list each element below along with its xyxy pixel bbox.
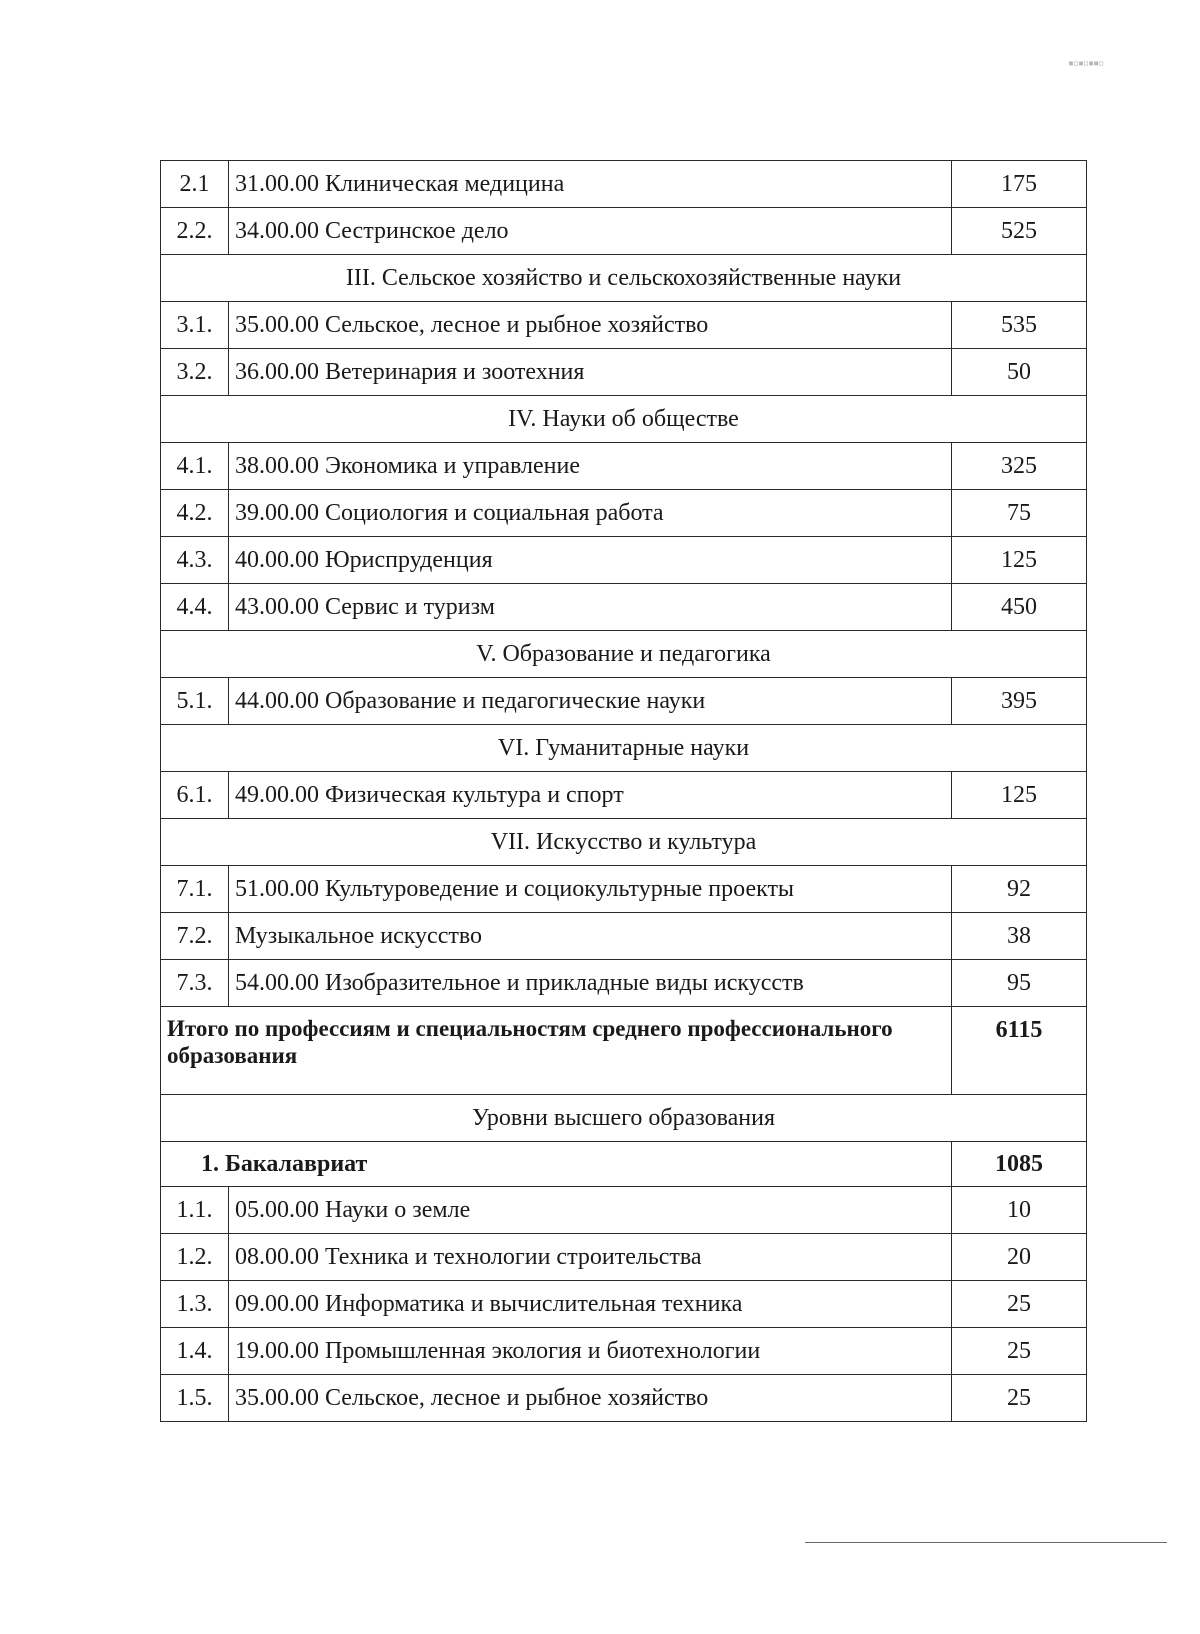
total-value: 6115 (952, 1007, 1087, 1095)
row-value: 125 (952, 772, 1087, 819)
table-row (161, 490, 1087, 537)
table-row (161, 1281, 1087, 1328)
row-value: 38 (952, 913, 1087, 960)
row-value: 25 (952, 1281, 1087, 1328)
row-specialty-name: 19.00.00 Промышленная экология и биотехнологии (229, 1328, 952, 1375)
row-number: 6.1. (161, 772, 229, 819)
row-number: 4.4. (161, 584, 229, 631)
row-number: 5.1. (161, 678, 229, 725)
row-value: 50 (952, 349, 1087, 396)
table-row (161, 960, 1087, 1007)
row-specialty-name: 34.00.00 Сестринское дело (229, 208, 952, 255)
table-row (161, 678, 1087, 725)
row-value: 25 (952, 1328, 1087, 1375)
row-number: 1.1. (161, 1187, 229, 1234)
row-value: 75 (952, 490, 1087, 537)
row-specialty-name: 49.00.00 Физическая культура и спорт (229, 772, 952, 819)
row-value: 450 (952, 584, 1087, 631)
row-specialty-name: 08.00.00 Техника и технологии строительства (229, 1234, 952, 1281)
table-row (161, 584, 1087, 631)
group-header-row (161, 1142, 1087, 1187)
row-specialty-name: 31.00.00 Клиническая медицина (229, 161, 952, 208)
row-value: 92 (952, 866, 1087, 913)
row-specialty-name: 35.00.00 Сельское, лесное и рыбное хозяйство (229, 302, 952, 349)
row-specialty-name: 39.00.00 Социология и социальная работа (229, 490, 952, 537)
table-row (161, 1187, 1087, 1234)
row-number: 7.3. (161, 960, 229, 1007)
row-specialty-name: 09.00.00 Информатика и вычислительная техника (229, 1281, 952, 1328)
scan-corner-mark: ▪▫▪▫▪▪▫ (1068, 58, 1104, 69)
row-value: 125 (952, 537, 1087, 584)
total-label: Итого по профессиям и специальностям среднего профессионального образования (161, 1007, 952, 1095)
table-row (161, 208, 1087, 255)
row-specialty-name: 44.00.00 Образование и педагогические науки (229, 678, 952, 725)
table-row (161, 443, 1087, 490)
section-header-row (161, 631, 1087, 678)
table-row (161, 772, 1087, 819)
row-number: 3.1. (161, 302, 229, 349)
row-specialty-name: 36.00.00 Ветеринария и зоотехния (229, 349, 952, 396)
table-row (161, 1234, 1087, 1281)
scan-edge-line (805, 1542, 1167, 1543)
table-row (161, 161, 1087, 208)
section-header-row (161, 1095, 1087, 1142)
group-value: 1085 (952, 1142, 1087, 1187)
row-value: 25 (952, 1375, 1087, 1422)
section-title: IV. Науки об обществе (161, 396, 1087, 443)
section-header-row (161, 255, 1087, 302)
row-number: 4.1. (161, 443, 229, 490)
section-title: VII. Искусство и культура (161, 819, 1087, 866)
table-row (161, 1328, 1087, 1375)
row-number: 7.1. (161, 866, 229, 913)
row-specialty-name: 43.00.00 Сервис и туризм (229, 584, 952, 631)
group-label: 1. Бакалавриат (161, 1142, 952, 1187)
table-row (161, 1375, 1087, 1422)
section-header-row (161, 725, 1087, 772)
row-number: 2.1 (161, 161, 229, 208)
row-number: 1.5. (161, 1375, 229, 1422)
row-value: 535 (952, 302, 1087, 349)
row-specialty-name: 05.00.00 Науки о земле (229, 1187, 952, 1234)
section-title: III. Сельское хозяйство и сельскохозяйственные науки (161, 255, 1087, 302)
total-row (161, 1007, 1087, 1095)
section-header-row (161, 819, 1087, 866)
row-specialty-name: 51.00.00 Культуроведение и социокультурные проекты (229, 866, 952, 913)
row-value: 95 (952, 960, 1087, 1007)
table-row (161, 913, 1087, 960)
row-specialty-name: Музыкальное искусство (229, 913, 952, 960)
row-number: 1.3. (161, 1281, 229, 1328)
row-number: 1.4. (161, 1328, 229, 1375)
row-number: 2.2. (161, 208, 229, 255)
row-specialty-name: 54.00.00 Изобразительное и прикладные виды искусств (229, 960, 952, 1007)
row-specialty-name: 38.00.00 Экономика и управление (229, 443, 952, 490)
section-title: V. Образование и педагогика (161, 631, 1087, 678)
specialties-table (160, 160, 1087, 1422)
row-value: 175 (952, 161, 1087, 208)
table-row (161, 302, 1087, 349)
row-specialty-name: 40.00.00 Юриспруденция (229, 537, 952, 584)
row-number: 4.2. (161, 490, 229, 537)
row-number: 7.2. (161, 913, 229, 960)
table-body (161, 161, 1087, 1422)
section-header-row (161, 396, 1087, 443)
table-row (161, 866, 1087, 913)
section-title: Уровни высшего образования (161, 1095, 1087, 1142)
table-row (161, 537, 1087, 584)
row-number: 3.2. (161, 349, 229, 396)
row-value: 525 (952, 208, 1087, 255)
row-specialty-name: 35.00.00 Сельское, лесное и рыбное хозяйство (229, 1375, 952, 1422)
row-number: 4.3. (161, 537, 229, 584)
row-value: 325 (952, 443, 1087, 490)
row-value: 20 (952, 1234, 1087, 1281)
table-row (161, 349, 1087, 396)
row-value: 395 (952, 678, 1087, 725)
row-value: 10 (952, 1187, 1087, 1234)
row-number: 1.2. (161, 1234, 229, 1281)
section-title: VI. Гуманитарные науки (161, 725, 1087, 772)
